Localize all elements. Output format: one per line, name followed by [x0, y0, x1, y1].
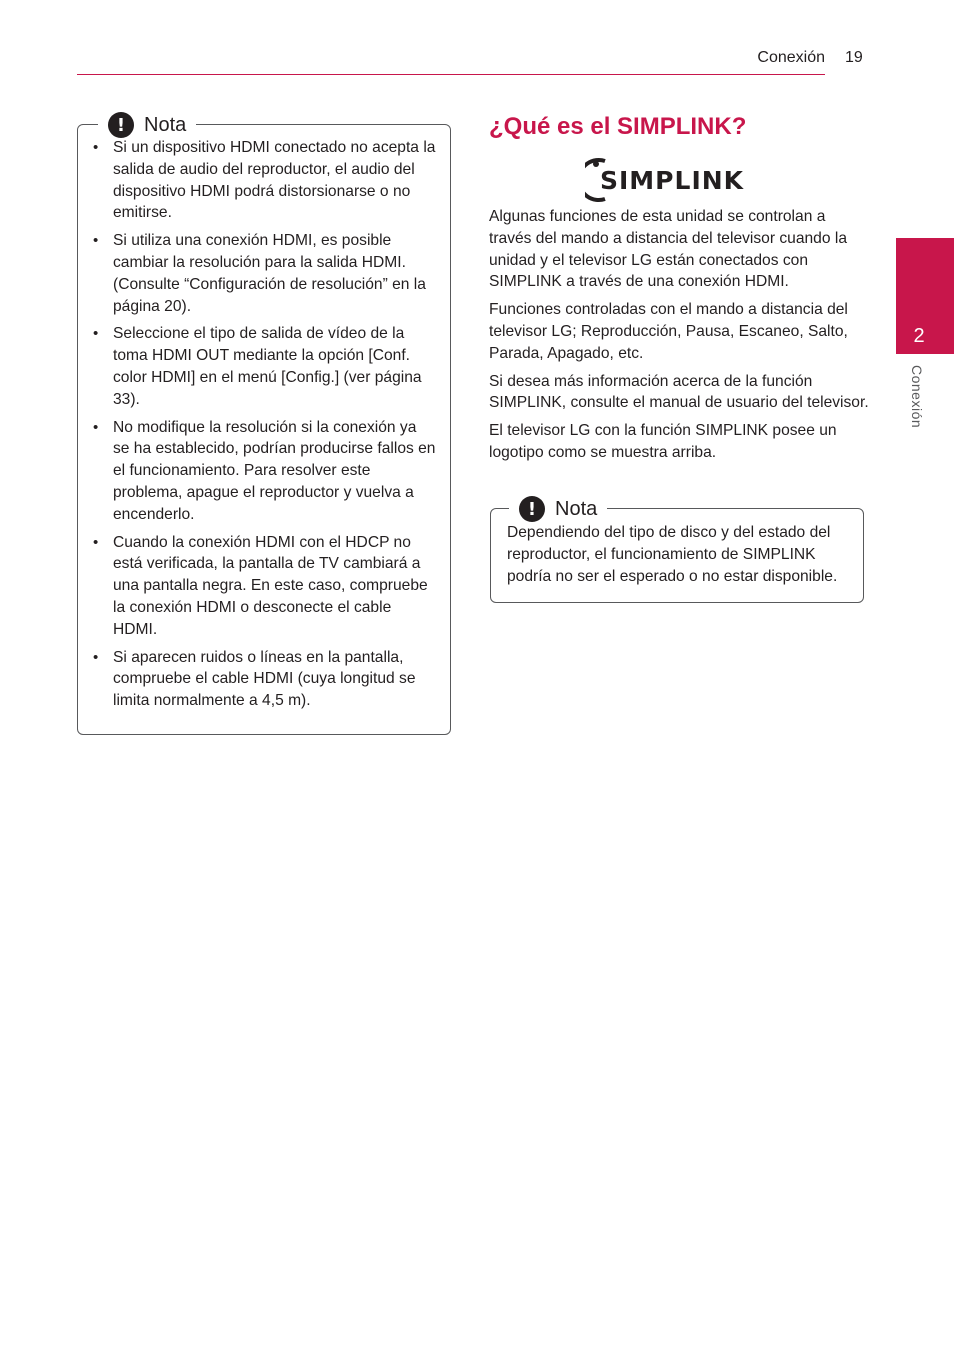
section-body [489, 206, 869, 470]
logo-text: SIMPLINK [600, 166, 745, 195]
simplink-logo [585, 155, 770, 203]
page-number: 19 [845, 49, 863, 66]
exclamation-icon: ! [519, 496, 545, 522]
paragraph: Algunas funciones de esta unidad se controlan a través del mando a distancia del televisor cuando la unidad y el televisor LG están conectados con SIMPLINK a través de una conexión HDMI. [489, 208, 848, 291]
chapter-tab [896, 238, 954, 354]
note-text: Dependiendo del tipo de disco y del estado del reproductor, el funcionamiento de SIMPLINK podría no ser el esperado o no estar disponible. [507, 524, 838, 585]
simplink-logo-icon [585, 155, 770, 203]
list-item: • No modifique la resolución si la conexión ya se ha establecido, podrían producirse fallos en el funcionamiento. Para resolver este problema, apague el reproductor y vuelva a encenderlo. [78, 417, 436, 526]
list-item: • Si un dispositivo HDMI conectado no acepta la salida de audio del reproductor, el audio del dispositivo HDMI podrá distorsionarse o no emitirse. [78, 137, 436, 224]
list-item: • Si utiliza una conexión HDMI, es posible cambiar la resolución para la salida HDMI. (Consulte “Configuración de resolución” en la página 20). [78, 230, 436, 317]
header-rule [77, 74, 825, 75]
chapter-number: 2 [913, 325, 925, 347]
list-item: • Cuando la conexión HDMI con el HDCP no está verificada, la pantalla de TV cambiará a una pantalla negra. En este caso, compruebe la conexión HDMI o desconecte el cable HDMI. [78, 532, 436, 641]
list-item: • Seleccione el tipo de salida de vídeo de la toma HDMI OUT mediante la opción [Conf. color HDMI] en el menú [Config.] (ver página 33). [78, 323, 436, 410]
exclamation-icon: ! [108, 112, 134, 138]
note-box-right [490, 497, 864, 603]
note-box-left [77, 113, 451, 735]
paragraph: El televisor LG con la función SIMPLINK posee un logotipo como se muestra arriba. [489, 422, 837, 461]
paragraph: Funciones controladas con el mando a distancia del televisor LG; Reproducción, Pausa, Escaneo, Salto, Parada, Apagado, etc. [489, 301, 848, 362]
running-header-section: Conexión [757, 49, 825, 66]
chapter-label: Conexión [909, 365, 925, 429]
note-title: Nota [555, 497, 598, 520]
note-header [98, 111, 196, 139]
section-title: ¿Qué es el SIMPLINK? [489, 113, 747, 140]
note-list [78, 137, 450, 712]
paragraph: Si desea más información acerca de la función SIMPLINK, consulte el manual de usuario del televisor. [489, 372, 869, 412]
note-title: Nota [144, 113, 187, 136]
list-item: • Si aparecen ruidos o líneas en la pantalla, compruebe el cable HDMI (cuya longitud se limita normalmente a 4,5 m). [78, 647, 436, 712]
note-header [509, 495, 607, 523]
